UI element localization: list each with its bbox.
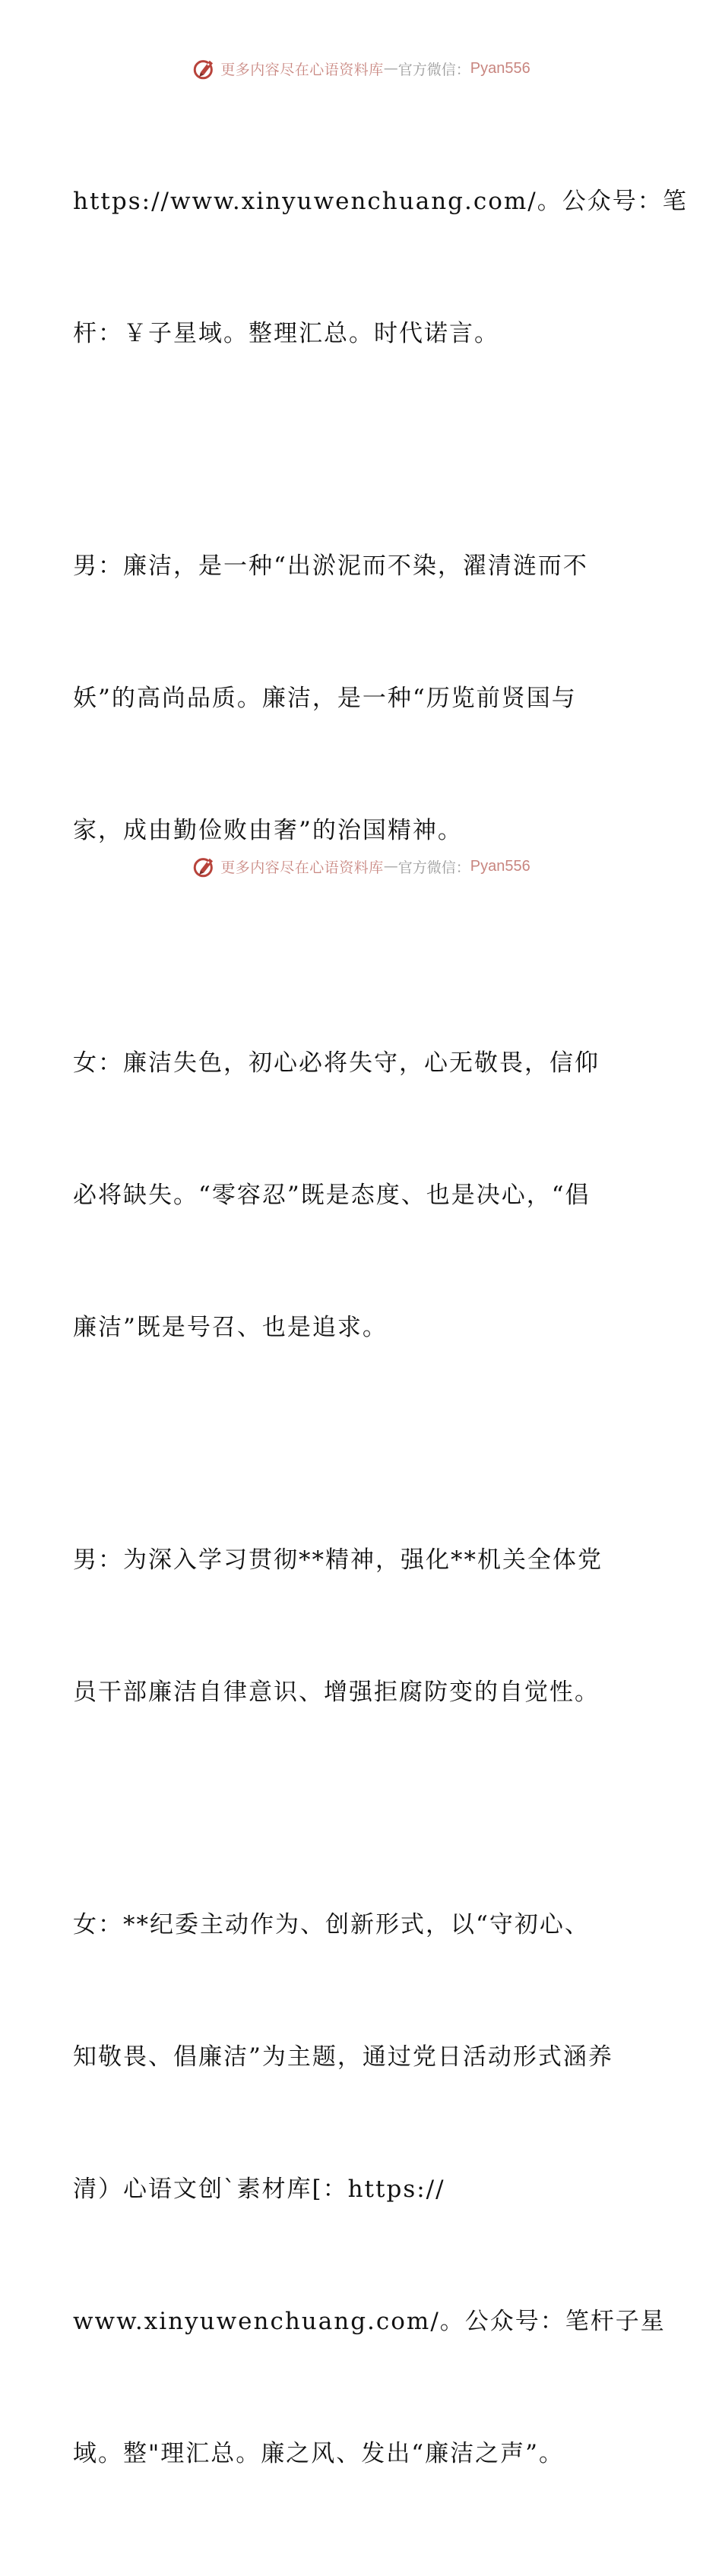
pen-nib-circle-icon — [192, 55, 217, 81]
text-line: 男：廉洁，是一种“出淤泥而不染，濯清涟而不 — [73, 552, 588, 580]
text-line: 员干部廉洁自律意识、增强拒腐防变的自觉性。 — [73, 1679, 600, 1706]
text-line: 杆：￥子星域。整理汇总。时代诺言。 — [73, 320, 499, 347]
text-line: 男：为深入学习贯彻**精神，强化**机关全体党 — [73, 1546, 603, 1574]
footer-slogan: 更多内容尽在心语资料库 — [220, 859, 384, 876]
text-line: 女：**纪委主动作为、创新形式，以“守初心、 — [73, 1911, 590, 1938]
text-line: 廉洁”既是号召、也是追求。 — [73, 1314, 388, 1341]
footer-banner — [0, 851, 722, 881]
footer-separator: — — [383, 858, 398, 875]
footer-wechat-id: Pyan556 — [470, 857, 530, 875]
text-line: 清）心语文创`素材库[：https:// — [73, 2176, 445, 2203]
text-line: 妖”的高尚品质。廉洁，是一种“历览前贤国与 — [73, 685, 577, 712]
paragraph-5 — [73, 1815, 666, 2564]
header-separator: — — [383, 60, 398, 77]
text-line: 域。整"理汇总。廉之风、发出“廉洁之声”。 — [73, 2440, 564, 2467]
text-line: https://www.xinyuwenchuang.com/。公众号：笔 — [73, 188, 688, 215]
header-banner — [0, 53, 722, 84]
paragraph-4 — [73, 1450, 651, 1802]
header-slogan: 更多内容尽在心语资料库 — [220, 61, 384, 78]
text-line: www.xinyuwenchuang.com/。公众号：笔杆子星 — [73, 2308, 666, 2335]
pen-nib-circle-icon — [192, 853, 217, 879]
text-line: 知敬畏、倡廉洁”为主题，通过党日活动形式涵养 — [73, 2043, 613, 2071]
document-body — [73, 91, 688, 2576]
text-line: 女：廉洁失色，初心必将失守，心无敬畏，信仰 — [73, 1049, 600, 1077]
paragraph-3 — [73, 953, 651, 1438]
footer-official-label: 官方微信： — [397, 859, 470, 876]
text-line: 必将缺失。“零容忍”既是态度、也是决心，“倡 — [73, 1182, 591, 1209]
paragraph-1 — [73, 91, 688, 444]
header-official-label: 官方微信： — [397, 61, 470, 78]
text-line: 家，成由勤俭败由奢”的治国精神。 — [73, 817, 463, 844]
header-wechat-id: Pyan556 — [470, 59, 530, 77]
